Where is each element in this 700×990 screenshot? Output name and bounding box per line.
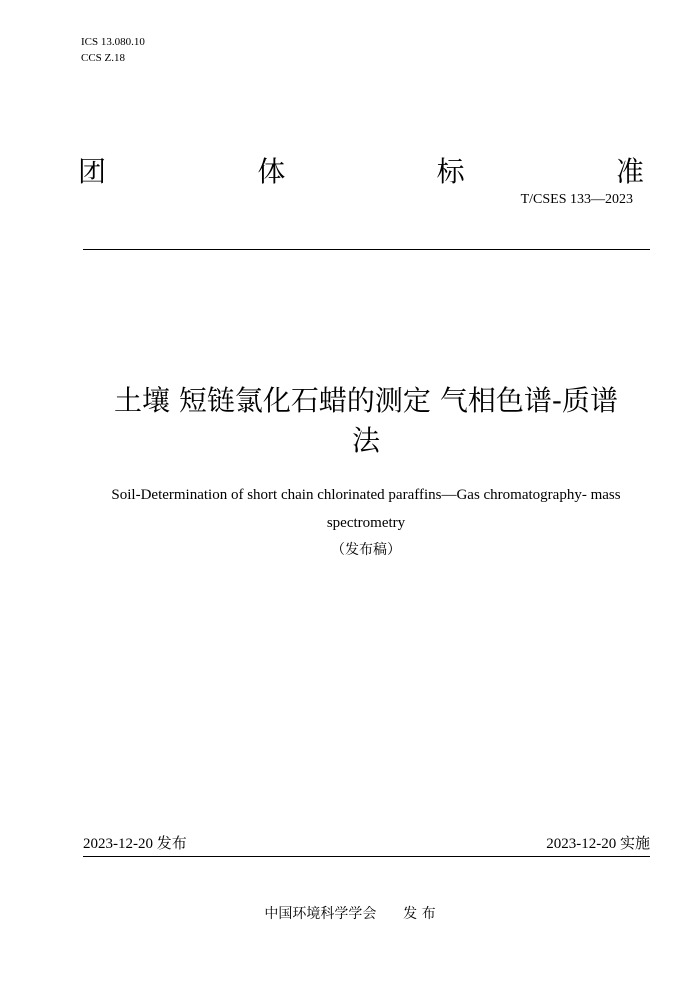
document-title-cn [80,381,652,461]
title-en-line-2: spectrometry [326,515,406,531]
standard-type-char: 团 [78,155,107,188]
ics-code: ICS 13.080.10 [81,36,145,48]
draft-status: （发布稿） [331,542,401,558]
standard-type-char: 体 [257,155,286,188]
title-cn-line-2: 法 [351,424,380,457]
ccs-code: CCS Z.18 [81,52,126,64]
standard-type-char: 标 [436,155,465,188]
standard-number: T/CSES 133—2023 [520,192,633,207]
classification-codes [81,34,145,66]
standard-type-char: 准 [615,155,644,188]
document-title-en [80,481,652,537]
top-divider [83,249,650,250]
bottom-divider [83,856,650,857]
issue-date: 2023-12-20 发布 [83,836,187,852]
title-en-line-1: Soil-Determination of short chain chlorinated paraffins—Gas chromatography- mass [111,487,621,503]
publisher: 中国环境科学学会 发 布 [264,906,436,922]
title-cn-line-1: 土壤 短链氯化石蜡的测定 气相色谱-质谱 [114,384,618,417]
standard-type-heading [78,154,644,190]
implementation-date: 2023-12-20 实施 [546,836,650,852]
